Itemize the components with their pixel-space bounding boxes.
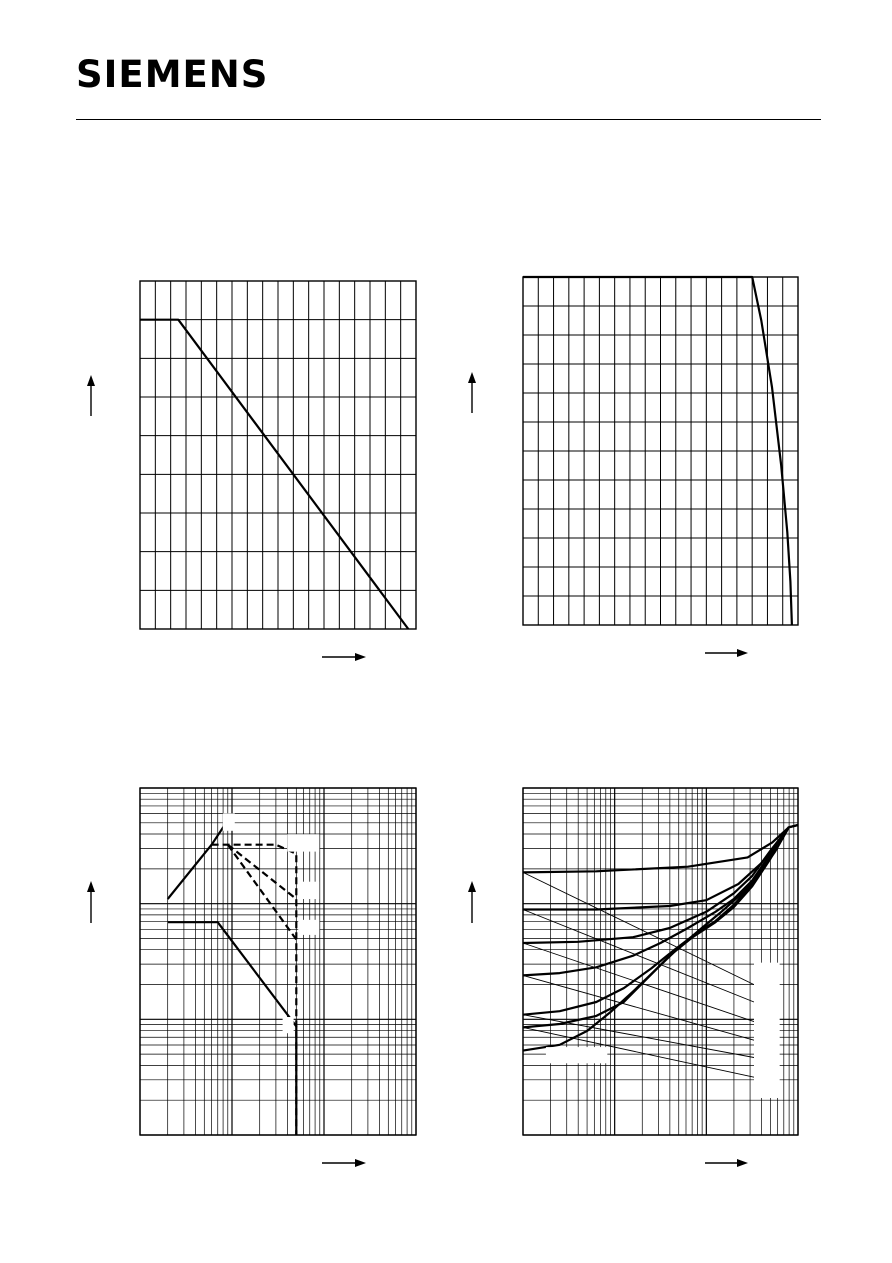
series-t3 <box>523 943 754 1022</box>
series-n7 <box>523 827 789 1050</box>
series-n4 <box>523 827 789 975</box>
y-axis-arrow-icon <box>468 881 476 892</box>
siemens-logo: SIEMENS <box>76 53 269 96</box>
series-t1 <box>523 872 754 984</box>
label-mask <box>754 963 780 1098</box>
x-axis-arrow-icon <box>737 1159 748 1167</box>
label-mask <box>546 1047 607 1063</box>
